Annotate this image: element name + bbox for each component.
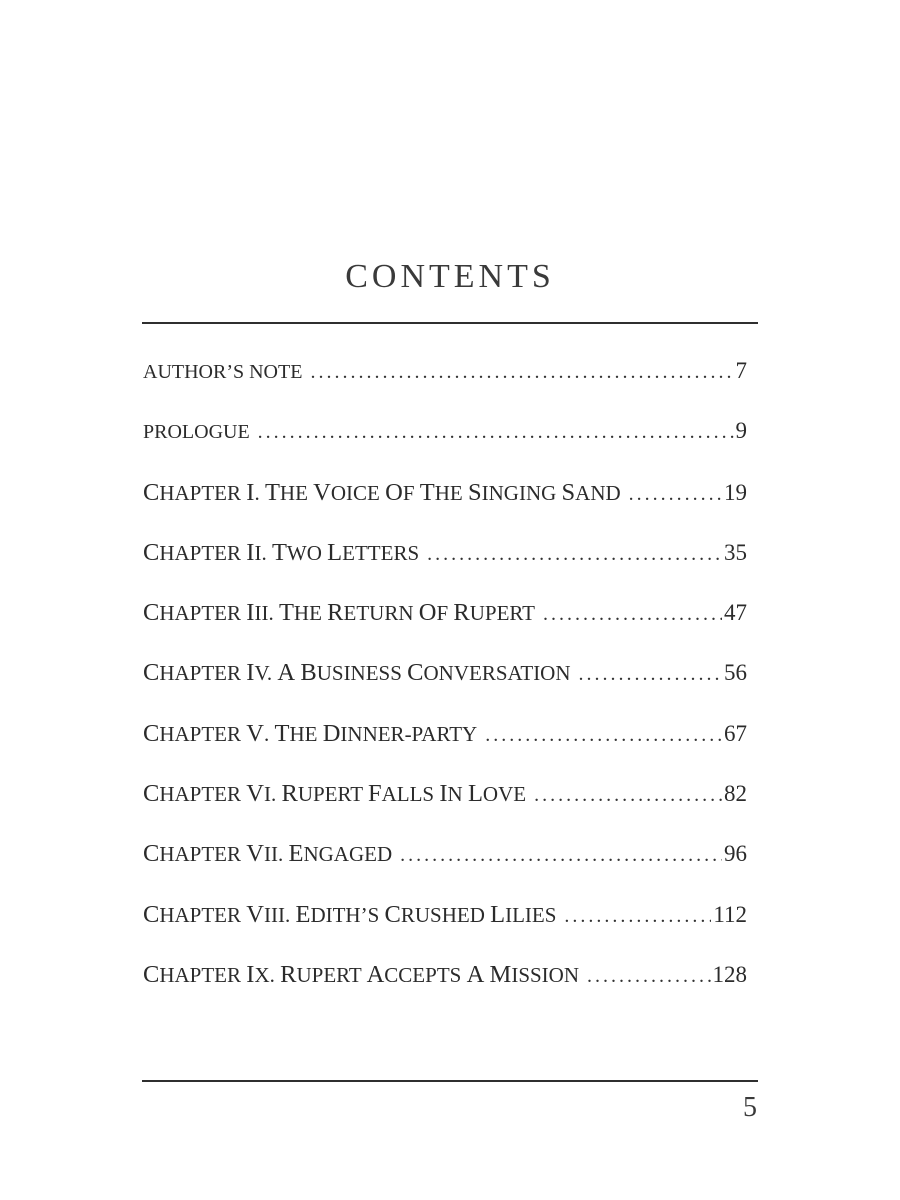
dot-leader [579, 663, 722, 686]
toc-page-number: 112 [713, 901, 747, 927]
toc-entry-label: CHAPTER V. THE DINNER-PARTY [143, 719, 478, 747]
toc-page-number: 56 [724, 660, 747, 686]
toc-entry-chapter-5[interactable] [143, 720, 747, 780]
toc-entry-chapter-1[interactable] [143, 479, 747, 539]
dot-leader [310, 361, 733, 384]
toc-page-number: 128 [712, 961, 747, 987]
toc-entry-label: CHAPTER IV. A BUSINESS CONVERSATION [143, 659, 571, 687]
top-divider-rule [142, 322, 758, 324]
toc-entry-label: AUTHOR’S NOTE [143, 361, 303, 383]
table-of-contents [143, 358, 747, 1021]
toc-entry-chapter-6[interactable] [143, 780, 747, 840]
toc-entry-label: CHAPTER I. THE VOICE OF THE SINGING SAND [143, 478, 621, 506]
toc-entry-chapter-8[interactable] [143, 901, 747, 961]
toc-entry-label: PROLOGUE [143, 421, 250, 444]
toc-page-number: 67 [724, 720, 747, 746]
toc-entry-label: CHAPTER VIII. EDITH’S CRUSHED LILIES [143, 900, 557, 928]
toc-entry-authors-note[interactable] [143, 358, 747, 418]
dot-leader [400, 844, 722, 867]
toc-entry-chapter-2[interactable] [143, 539, 747, 599]
dot-leader [564, 905, 711, 928]
toc-entry-label: CHAPTER VII. ENGAGED [143, 840, 393, 868]
page-number-folio: 5 [743, 1092, 757, 1123]
toc-entry-chapter-9[interactable] [143, 961, 747, 1021]
toc-page-number: 82 [724, 781, 747, 807]
dot-leader [543, 603, 722, 626]
toc-entry-label: CHAPTER II. TWO LETTERS [143, 538, 420, 566]
toc-entry-chapter-3[interactable] [143, 599, 747, 659]
toc-entry-chapter-7[interactable] [143, 840, 747, 900]
dot-leader [629, 483, 722, 506]
toc-entry-label: CHAPTER IX. RUPERT ACCEPTS A MISSION [143, 960, 580, 988]
toc-entry-chapter-4[interactable] [143, 659, 747, 719]
toc-entry-label: CHAPTER III. THE RETURN OF RUPERT [143, 599, 535, 627]
dot-leader [485, 724, 722, 747]
toc-page-number: 7 [735, 358, 747, 383]
dot-leader [587, 965, 710, 988]
toc-page-number: 19 [724, 479, 747, 505]
toc-entry-label: CHAPTER VI. RUPERT FALLS IN LOVE [143, 780, 527, 808]
bottom-divider-rule [142, 1080, 758, 1082]
dot-leader [258, 421, 734, 444]
toc-page-number: 9 [735, 418, 747, 444]
dot-leader [427, 543, 722, 566]
contents-heading: CONTENTS [345, 258, 555, 295]
toc-page-number: 47 [724, 600, 747, 626]
toc-page-number: 96 [724, 841, 747, 867]
toc-page-number: 35 [724, 539, 747, 565]
dot-leader [534, 784, 722, 807]
toc-entry-prologue[interactable] [143, 418, 747, 478]
